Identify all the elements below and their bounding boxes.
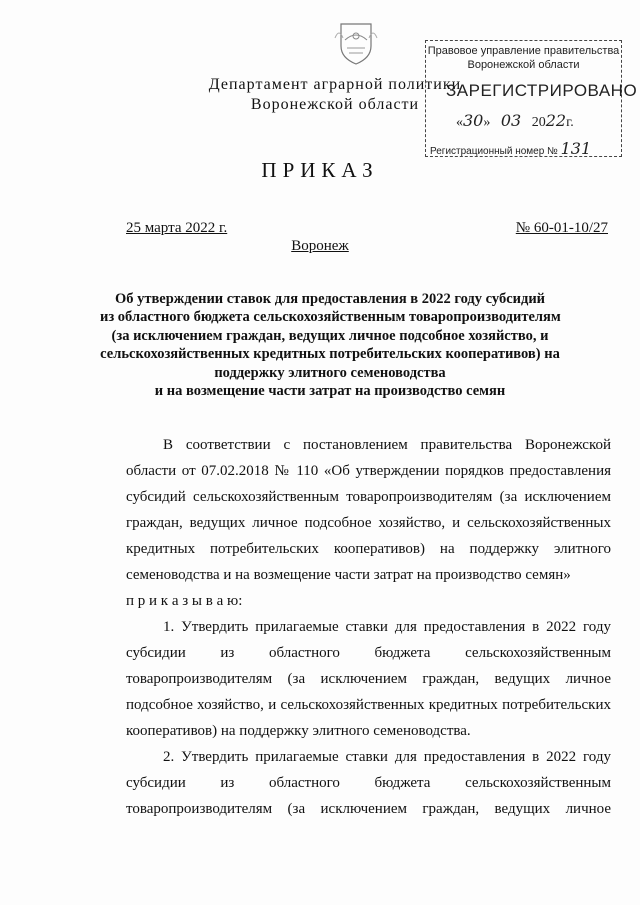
body-line: субсидий сельскохозяйственным товаропроизводителям (за исключением: [126, 489, 611, 505]
heading-line: сельскохозяйственных кредитных потребительских кооперативов) на: [100, 346, 560, 363]
body-line: области от 07.02.2018 № 110 «Об утверждении порядков предоставления: [126, 463, 611, 479]
stamp-date: «30» 03 2022г.: [456, 111, 574, 130]
stamp-authority-line1: Правовое управление правительства: [427, 45, 620, 57]
stamp-authority-line2: Воронежской области: [467, 59, 580, 71]
body-line: 1. Утвердить прилагаемые ставки для предоставления в 2022 году: [163, 619, 611, 635]
stamp-reg-label: Регистрационный номер №: [430, 146, 558, 157]
stamp-year-prefix: 20: [531, 115, 546, 130]
stamp-day: 30: [463, 111, 484, 130]
stamp-registered-label: ЗАРЕГИСТРИРОВАНО: [446, 81, 638, 100]
body-line: подсобное хозяйство, и сельскохозяйственных кредитных потребительских: [126, 697, 611, 713]
heading-line: из областного бюджета сельскохозяйственным товаропроизводителям: [100, 309, 561, 326]
document-title: ПРИКАЗ: [261, 158, 379, 182]
body-line: товаропроизводителям (за исключением граждан, ведущих личное: [126, 801, 611, 817]
document-city: Воронеж: [291, 238, 349, 254]
document-number: № 60-01-10/27: [515, 220, 608, 236]
body-line: В соответствии с постановлением правительства Воронежской: [163, 437, 611, 453]
department-name-line2: Воронежской области: [250, 96, 420, 113]
body-line: кредитных потребительских кооперативов) на поддержку элитного: [126, 541, 611, 557]
stamp-month: 03: [500, 111, 522, 130]
heading-line: и на возмещение части затрат на производство семян: [154, 383, 506, 400]
department-name-line1: Департамент аграрной политики: [208, 76, 462, 93]
heading-line: поддержку элитного семеноводства: [214, 364, 446, 381]
heading-line: Об утверждении ставок для предоставления в 2022 году субсидий: [114, 291, 546, 307]
stamp-reg-number: 131: [560, 139, 592, 158]
document-heading: [100, 290, 560, 400]
stamp-registration-number: [430, 139, 591, 158]
registration-stamp: [425, 40, 638, 158]
body-line: кооперативов) на поддержку элитного семеноводства.: [126, 723, 471, 739]
document-date: 25 марта 2022 г.: [126, 220, 228, 236]
body-line: граждан, ведущих личное подсобное хозяйство, и сельскохозяйственных: [126, 515, 611, 531]
body-line: 2. Утвердить прилагаемые ставки для предоставления в 2022 году: [163, 749, 611, 765]
heading-line: (за исключением граждан, ведущих личное подсобное хозяйство, и: [111, 327, 549, 344]
orders-word: п р и к а з ы в а ю:: [126, 593, 243, 609]
body-line: субсидии из областного бюджета сельскохозяйственным: [126, 645, 611, 661]
body-line: семеноводства и на возмещение части затрат на производство семян»: [126, 567, 571, 583]
coat-of-arms-emblem: [333, 18, 379, 66]
body-line: субсидии из областного бюджета сельскохозяйственным: [126, 775, 611, 791]
body-line: товаропроизводителям (за исключением граждан, ведущих личное: [126, 671, 611, 687]
stamp-year-end: г.: [566, 115, 574, 130]
stamp-year-suffix: 22: [545, 111, 567, 130]
